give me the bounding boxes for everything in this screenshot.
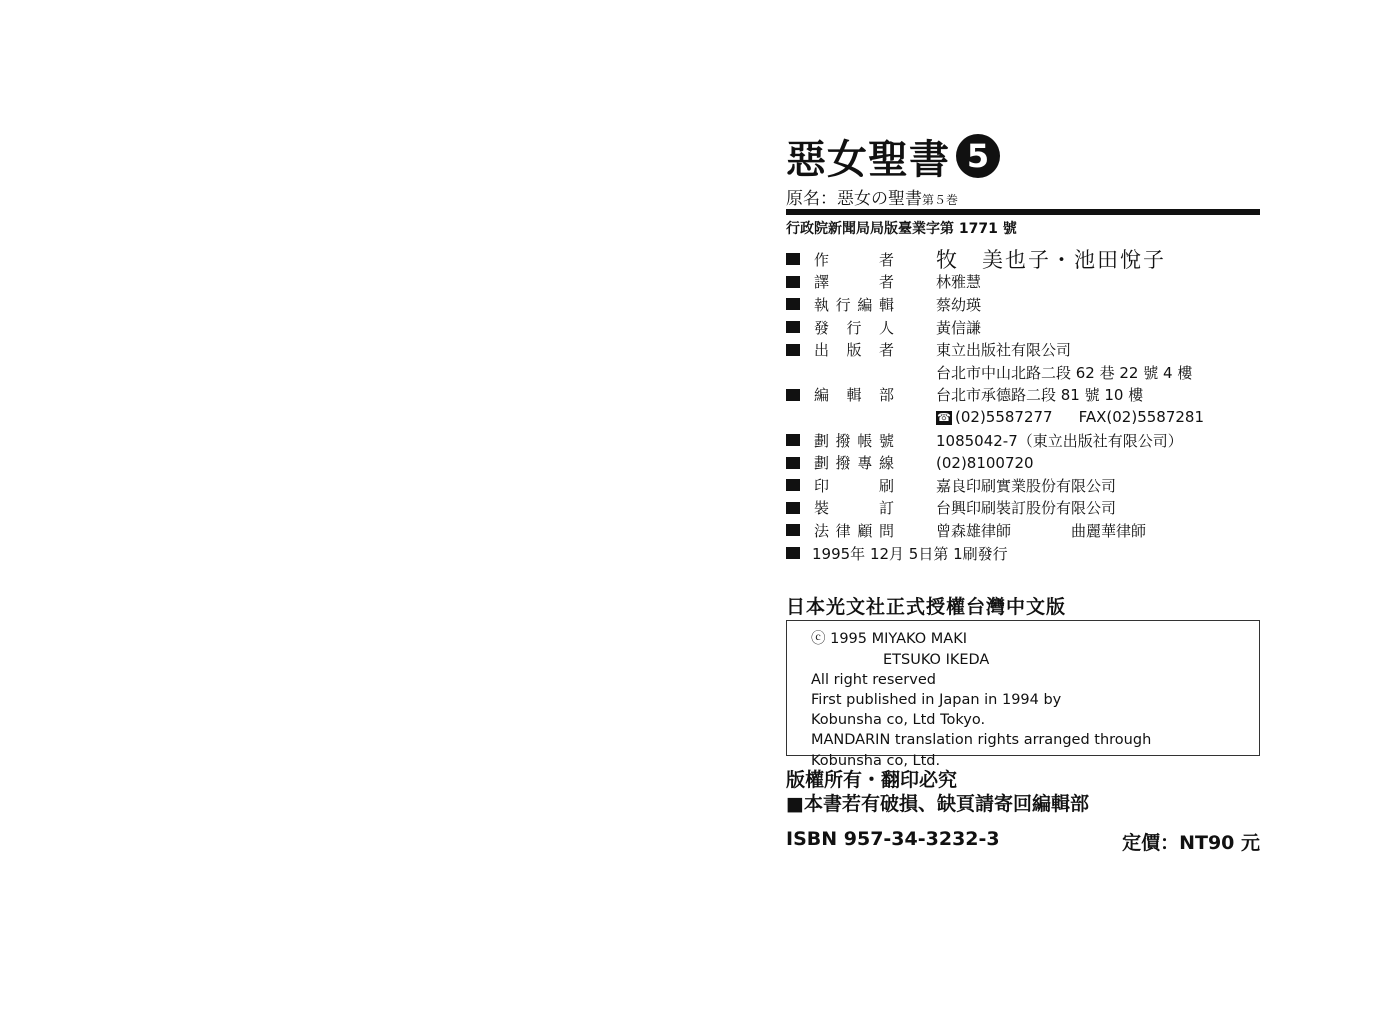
- credit-label: [814, 475, 894, 496]
- credit-row: [786, 316, 1260, 339]
- credit-label: [814, 497, 894, 518]
- bullet-square: [786, 389, 800, 401]
- credit-label-char: 發: [814, 318, 830, 337]
- credit-row: [786, 497, 1260, 520]
- title-row: [786, 128, 1260, 184]
- copyright-line: All right reserved: [811, 671, 936, 688]
- credit-label: [814, 271, 894, 292]
- credit-value-text: (02)8100720: [936, 453, 1034, 472]
- credit-value: [936, 294, 981, 315]
- authorization-statement: 日本光文社正式授權台灣中文版: [786, 596, 1067, 619]
- credit-label-char: 編: [857, 295, 873, 314]
- bullet-square: [786, 276, 800, 288]
- credit-row: [786, 429, 1260, 452]
- credit-label-char: 裝: [814, 499, 830, 518]
- credit-label-char: 譯: [814, 273, 830, 292]
- bullet-square: [786, 457, 800, 469]
- credit-row: [786, 384, 1260, 407]
- original-volume-text: 第５巻: [922, 193, 959, 207]
- credit-row: [786, 293, 1260, 316]
- copyright-line: MANDARIN translation rights arranged through: [811, 732, 1152, 749]
- colophon: [786, 128, 1260, 855]
- volume-badge: 5: [956, 134, 1000, 178]
- credit-label-char: 線: [878, 454, 894, 473]
- credit-label-char: 部: [878, 386, 894, 405]
- credit-label-char: 者: [878, 273, 894, 292]
- credit-label-char: 劃: [814, 454, 830, 473]
- credit-value: [936, 454, 1034, 472]
- bullet-square: [786, 321, 800, 333]
- credit-value-text: 蔡幼瑛: [936, 295, 982, 314]
- credit-value: [936, 362, 1192, 383]
- credit-row: [786, 361, 1260, 384]
- credit-label-char: 行: [846, 318, 862, 337]
- price: 定價：NT90 元: [1122, 832, 1260, 855]
- credit-value: [936, 520, 1146, 541]
- credit-label-char: 印: [814, 476, 830, 495]
- phone-number: (02)5587277: [955, 408, 1053, 427]
- credit-label-char: 執: [814, 295, 830, 314]
- credit-value-text: 林雅慧: [936, 273, 982, 292]
- isbn-price-row: [786, 828, 1260, 855]
- copyright-line: Kobunsha co, Ltd.: [811, 752, 941, 769]
- credit-label-char: 劃: [814, 431, 830, 450]
- credit-value-text: 台北市中山北路二段 62 巷 22 號 4 樓: [936, 363, 1193, 382]
- credit-label-char: 問: [878, 521, 894, 540]
- copyright-line: Kobunsha co, Ltd Tokyo.: [811, 712, 986, 729]
- credit-label: [814, 317, 894, 338]
- credit-value: [936, 408, 1204, 426]
- credit-label-char: 行: [835, 295, 851, 314]
- credit-label-char: 版: [846, 341, 862, 360]
- copyright-line: ⓒ 1995 MIYAKO MAKI: [811, 631, 968, 648]
- credit-label-char: 刷: [878, 476, 894, 495]
- bullet-square: [786, 502, 800, 514]
- credit-label-char: 者: [878, 250, 894, 269]
- credit-label: [814, 339, 894, 360]
- original-title-text: 原名：惡女の聖書: [786, 189, 922, 209]
- isbn: ISBN 957-34-3232-3: [786, 828, 1000, 851]
- credit-value-text: 東立出版社有限公司: [936, 341, 1072, 360]
- rights-reserved: 版權所有・翻印必究: [786, 769, 958, 792]
- credit-value-text: 台興印刷裝訂股份有限公司: [936, 499, 1117, 518]
- credit-row: [786, 519, 1260, 542]
- credit-label-char: 號: [878, 431, 894, 450]
- credit-label-char: 撥: [835, 454, 851, 473]
- credit-value: [936, 271, 981, 292]
- bullet-square: [786, 344, 800, 356]
- credit-label: [814, 520, 894, 541]
- credit-value: [936, 384, 1143, 405]
- credit-label: [814, 430, 894, 451]
- credit-label: [814, 452, 894, 473]
- credit-value: [936, 475, 1116, 496]
- publish-date: 1995年 12月 5日第 1刷發行: [812, 544, 1008, 563]
- bullet-square: [786, 298, 800, 310]
- bullet-square: [786, 547, 800, 559]
- title-divider: [786, 209, 1260, 215]
- credit-value-text: 曾森雄律師: [936, 521, 1012, 540]
- publish-date-row: [786, 542, 1260, 565]
- credit-value-text: 1085042-7（東立出版社有限公司）: [936, 431, 1183, 450]
- credit-value-text: 台北市承德路二段 81 號 10 樓: [936, 386, 1144, 405]
- credit-row: [786, 406, 1260, 429]
- credits-list: [786, 248, 1260, 542]
- credit-label-char: 法: [814, 521, 830, 540]
- return-notice: ■本書若有破損、缺頁請寄回編輯部: [786, 793, 1089, 816]
- credit-label-char: 輯: [878, 295, 894, 314]
- credit-label-char: 帳: [857, 431, 873, 450]
- credit-label-char: 撥: [835, 431, 851, 450]
- credit-label: [814, 249, 894, 270]
- credit-value: [936, 497, 1116, 518]
- rights-notice: [786, 768, 1260, 816]
- credit-row: [786, 338, 1260, 361]
- credit-row: [786, 474, 1260, 497]
- credit-label-char: 專: [857, 454, 873, 473]
- credit-row: [786, 248, 1260, 271]
- copyright-line: ETSUKO IKEDA: [883, 651, 990, 668]
- bullet-square: [786, 524, 800, 536]
- credit-label-char: 顧: [857, 521, 873, 540]
- fax-number: FAX(02)5587281: [1078, 408, 1204, 427]
- credit-value-text: 嘉良印刷實業股份有限公司: [936, 476, 1117, 495]
- credit-value-text: 黃信謙: [936, 318, 982, 337]
- original-title: [786, 184, 1260, 208]
- copyright-box: [786, 620, 1260, 769]
- license-number: 行政院新聞局局版臺業字第 1771 號: [786, 221, 1017, 237]
- credit-label-char: 人: [878, 318, 894, 337]
- credit-label-char: 輯: [846, 386, 862, 405]
- credit-label-char: 者: [878, 341, 894, 360]
- telephone-icon: ☎: [937, 410, 951, 424]
- credit-label-char: 出: [814, 341, 830, 360]
- credit-label: [814, 384, 894, 405]
- credit-label-char: 編: [814, 386, 830, 405]
- bullet-square: [786, 434, 800, 446]
- bullet-square: [786, 479, 800, 491]
- credit-label-char: 作: [814, 250, 830, 269]
- credit-value: [936, 339, 1071, 360]
- credit-label: [814, 294, 894, 315]
- bullet-square: [786, 253, 800, 265]
- credit-value: [936, 317, 981, 338]
- credit-value-text: 牧 美也子・池田悅子: [936, 248, 1166, 273]
- credit-value: [936, 244, 1166, 274]
- credit-label-char: 訂: [878, 499, 894, 518]
- copyright-line: First published in Japan in 1994 by: [811, 691, 1062, 708]
- credit-value: [936, 430, 1183, 451]
- credit-label-char: 律: [835, 521, 851, 540]
- credit-row: [786, 451, 1260, 474]
- book-title: 惡女聖書: [786, 136, 950, 183]
- credit-value-text-2: 曲麗華律師: [1071, 521, 1147, 540]
